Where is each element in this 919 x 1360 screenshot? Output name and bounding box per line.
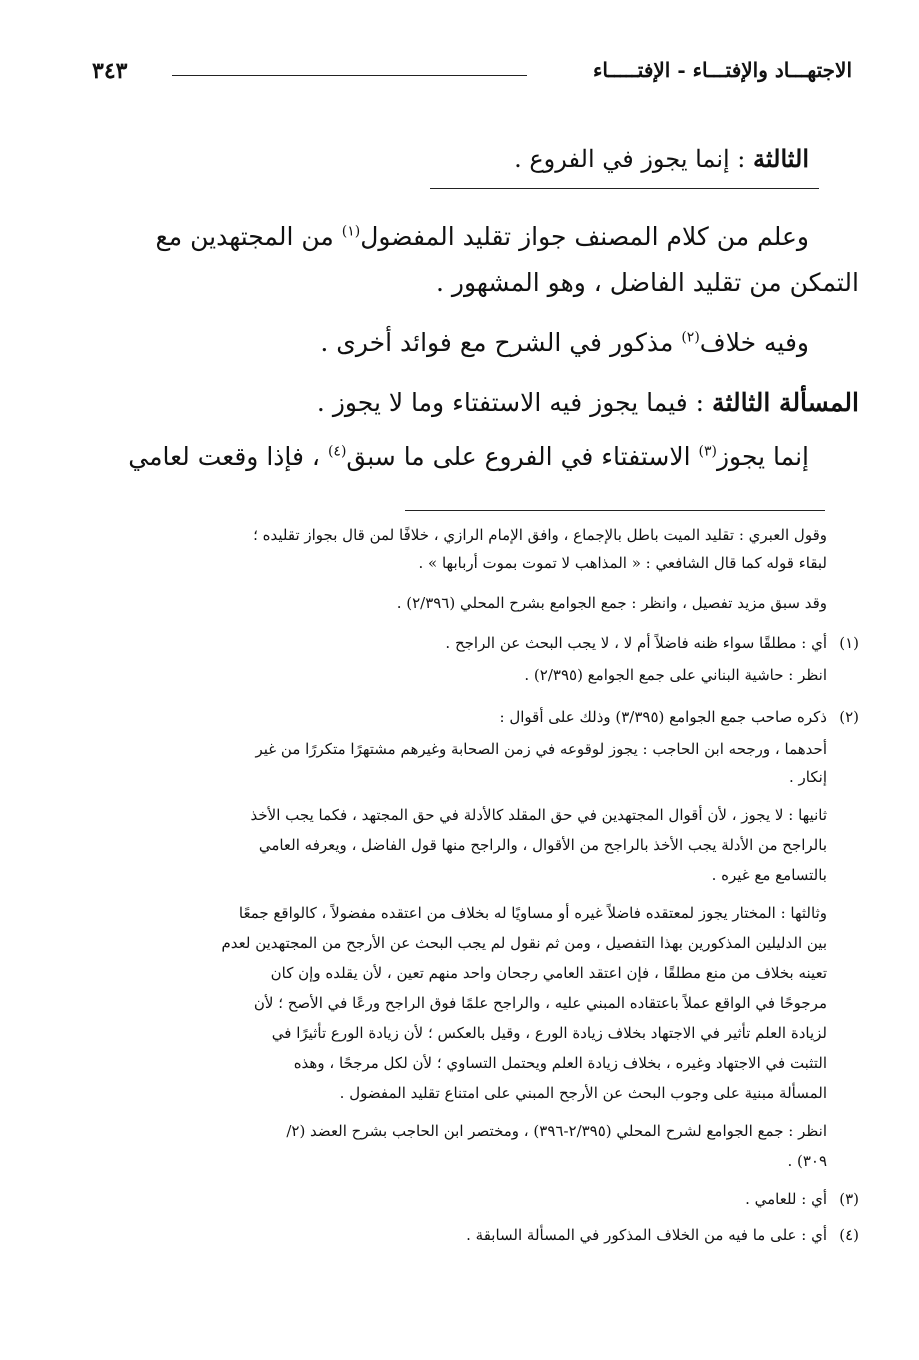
footnote-ref-3: (٣) [698,443,717,460]
footnote-ref-4: (٤) [327,443,347,460]
subheading-text: : إنما يجوز في الفروع . [514,145,746,173]
footnote-2-line-8: بين الدليلين المذكورين بهذا التفصيل ، ومن ثم نقول لم يجب البحث عن الأرجح من المجتهدين لعدم [221,934,827,952]
footnote-3: (٣)أي : للعامي . [745,1190,859,1208]
footnote-2: (٢)ذكره صاحب جمع الجوامع (٣/٣٩٥) وذلك على أقوال : [499,708,859,726]
page-header [92,58,852,98]
footnote-4: (٤)أي : على ما فيه من الخلاف المذكور في المسألة السابقة . [466,1226,859,1244]
main-line-1: وعلم من كلام المصنف جواز تقليد المفضول$^{(١)}$ من المجتهدين مع [155,222,809,251]
main-line-3: وفيه خلاف$^{(٢)}$ مذكور في الشرح مع فوائد أخرى . [320,328,809,357]
header-rule [172,75,527,76]
footnote-2-line-6: بالتسامع مع غيره . [711,866,827,884]
footnote-ref-2: (٢) [681,329,700,346]
footnote-1: (١)أي : مطلقًا سواء ظنه فاضلاً أم لا ، لا يجب البحث عن الراجح . [445,634,859,652]
footnote-2-line-7: وثالثها : المختار يجوز لمعتقده فاضلاً غيره أو مساويًا له بخلاف من اعتقده مفضولاً ، كالواقع جمعًا [238,904,827,922]
footnote-2-line-3: إنكار . [789,768,827,786]
footnote-2-number: (٢) [839,708,859,726]
footnote-3-number: (٣) [839,1190,859,1208]
footnote-cont-line-2: لبقاء قوله كما قال الشافعي : « المذاهب لا تموت بموت أربابها » . [418,554,827,572]
footnote-2-line-11: لزيادة العلم تأثير في الاجتهاد بخلاف زيادة الورع ، وقيل بالعكس ؛ لأن زيادة الورع تأثيرًا في [271,1024,827,1042]
footnote-2-line-4: ثانيها : لا يجوز ، لأن أقوال المجتهدين في حق المقلد كالأدلة في حق المجتهد ، فكما يجب الأخذ [250,806,827,824]
main-line-4: المسألة الثالثة : فيما يجوز فيه الاستفتاء وما لا يجوز . [316,388,859,417]
subheading-label: الثالثة [753,144,809,173]
footnote-cont-line-1: وقول العبري : تقليد الميت باطل بالإجماع ، وافق الإمام الرازي ، خلافًا لمن قال بجواز تقليده ؛ [253,526,827,544]
main-line-2: التمكن من تقليد الفاضل ، وهو المشهور . [436,268,859,297]
footnote-2-line-14: انظر : جمع الجوامع لشرح المحلي (٢/٣٩٥-٣٩٦) ، ومختصر ابن الحاجب بشرح العضد (٢/ [286,1122,827,1140]
main-line-5: إنما يجوز$^{(٣)}$ الاستفتاء في الفروع على ما سبق$^{(٤)}$ ، فإذا وقعت لعامي [128,442,809,471]
subheading [514,144,809,173]
footnote-4-number: (٤) [839,1226,859,1244]
footnote-2-line-5: بالراجح من الأدلة يجب الأخذ بالراجح من الأقوال ، والراجح منها قول الفاضل ، ويعرفه العامي [258,836,827,854]
running-title: الاجتهـــاد والإفتـــاء - الإفتـــــاء [593,58,852,82]
footnote-2-line-13: المسألة مبنية على وجوب البحث عن الأرجح المبني على امتناع تقليد المفضول . [339,1084,827,1102]
footnote-2-line-15: ٣٠٩) . [787,1152,827,1170]
footnote-cont-line-3: وقد سبق مزيد تفصيل ، وانظر : جمع الجوامع بشرح المحلي (٢/٣٩٦) . [396,594,827,612]
footnote-2-line-2: أحدهما ، ورجحه ابن الحاجب : يجوز لوقوعه في زمن الصحابة وغيرهم مشتهرًا متكررًا من غير [255,740,827,758]
footnote-2-line-12: التثبت في الاجتهاد وغيره ، بخلاف زيادة العلم ويحتمل التساوي ؛ لأن لكل مرجحًا ، وهذه [293,1054,827,1072]
footnote-separator [405,510,825,511]
subheading-rule [430,188,819,189]
page-number: ٣٤٣ [92,58,128,84]
footnote-1-line-2: انظر : حاشية البناني على جمع الجوامع (٢/٣٩٥) . [524,666,827,684]
footnote-ref-1: (١) [341,223,361,240]
section-title: المسألة الثالثة [712,388,859,417]
footnote-2-line-10: مرجوحًا في الواقع عملاً باعتقاده المبني عليه ، والراجح علمًا فوق الراجح ورعًا في الأصح ؛ لأن [253,994,827,1012]
footnote-2-line-9: تعينه بخلاف من منع مطلقًا ، فإن اعتقد العامي رجحان واحد منهم تعين ، لأن يقلده وإن كان [270,964,827,982]
footnote-1-number: (١) [839,634,859,652]
